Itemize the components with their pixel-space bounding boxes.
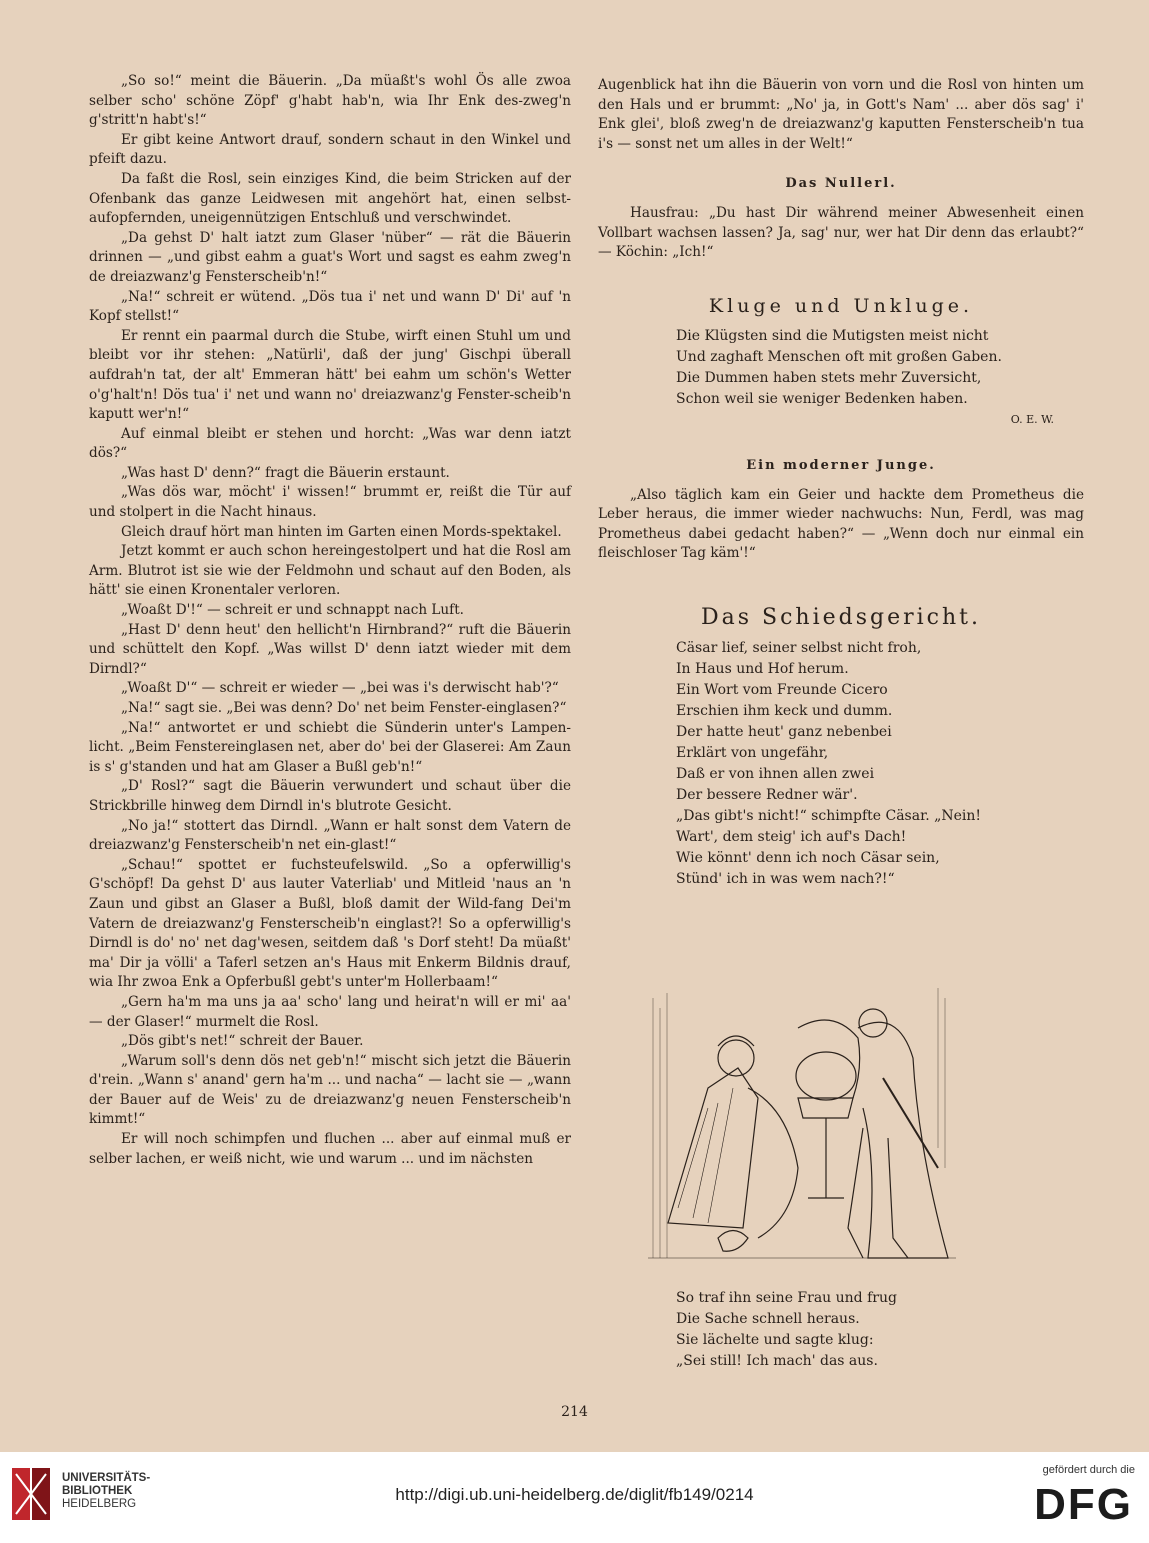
paragraph: „Schau!“ spottet er fuchsteufelswild. „So a opferwillig's G'schöpf! Da gehst D' aus lauter Vaterliab' und Mitleid 'naus an 'n Zaun und gibst an Glaser a Bußl, bloß damit der Wild-fang Dei'm Vatern de dreiazwanz'g Fensterscheib'n einglast?! So a opferwillig's Dirndl is do' no' net dag'wesen, seitdem daß 's Dorf steht! Da müaßt' ma' Dir ja völli' a Taferl setzen an's Haus mit Enkerm Bildnis drauf, wia Ihr zwoa Enk a Opferbußl gebt's unter'm Hollerbaam!“ xyxy=(89,856,571,991)
poem-line: So traf ihn seine Frau und frug xyxy=(676,1290,897,1306)
library-name[interactable]: UNIVERSITÄTS- BIBLIOTHEK HEIDELBERG xyxy=(62,1472,151,1510)
poem-line: Schon weil sie weniger Bedenken haben. xyxy=(676,391,968,408)
poem-line: „Das gibt's nicht!“ schimpfte Cäsar. „Nein! xyxy=(676,807,982,824)
section-title-kluge: Kluge und Unkluge. xyxy=(708,294,974,317)
left-column xyxy=(89,72,571,1169)
poem-line: Erschien ihm keck und dumm. xyxy=(676,702,893,719)
poem-line: Die Klügsten sind die Mutigsten meist nicht xyxy=(676,328,989,345)
nullerl-text: Hausfrau: „Du hast Dir während meiner Abwesenheit einen Vollbart wachsen lassen? Ja, sag' nur, wer hat Dir denn das erlaubt?“ — Köchin: „Ich!“ xyxy=(598,204,1084,261)
section-title-junge: Ein moderner Junge. xyxy=(746,457,936,473)
dfg-logo[interactable]: DFG xyxy=(1034,1480,1133,1529)
paragraph: „Gern ha'm ma uns ja aa' scho' lang und heirat'n will er mi' aa' — der Glaser!“ murmelt die Rosl. xyxy=(89,993,571,1030)
paragraph: „Da gehst D' halt iatzt zum Glaser 'nüber“ — rät die Bäuerin drinnen — „und gibst eahm a guat's Wort und sagst es eahm zweg'n de dreiazwanz'g Fensterscheib'n!“ xyxy=(89,229,571,285)
page-number: 214 xyxy=(561,1404,588,1420)
poem-schiedsgericht-end xyxy=(598,1288,1149,1372)
paragraph: „Hast D' denn heut' den hellicht'n Hirnbrand?“ ruft die Bäuerin und schüttelt den Kopf. „Was willst D' denn iatzt wieder mit dem Dirndl?“ xyxy=(89,621,571,677)
funder-note: gefördert durch die xyxy=(1042,1464,1135,1476)
poem-line: Wie könnt' denn ich noch Cäsar sein, xyxy=(676,849,940,866)
caesar-illustration xyxy=(648,968,956,1268)
junge-text: „Also täglich kam ein Geier und hackte dem Prometheus die Leber heraus, die immer wieder nachwuchs: Nun, Ferdl, was mag Prometheus dabei gedacht haben?“ — „Wenn doch nur einmal ein fleischloser Tag käm'!“ xyxy=(598,486,1084,562)
poem-line: Die Sache schnell heraus. xyxy=(676,1311,860,1327)
footer xyxy=(0,1452,1149,1543)
paragraph: „Na!“ antwortet er und schiebt die Sünderin unter's Lampen-licht. „Beim Fenstereinglasen net, aber do' bei der Glaserei: Am Zaun is s' g'standen und hat am Glaser a Bußl geb'n!“ xyxy=(89,719,571,775)
poem-line: Der bessere Redner wär'. xyxy=(676,786,858,803)
poem-kluge xyxy=(598,326,1084,410)
poem-line: Stünd' ich in was wem nach?!“ xyxy=(676,870,895,887)
paragraph: „Dös gibt's net!“ schreit der Bauer. xyxy=(121,1033,364,1050)
right-column xyxy=(598,76,1084,890)
paragraph: „Woaßt D'!“ — schreit er und schnappt nach Luft. xyxy=(121,602,464,619)
poem-line: Erklärt von ungefähr, xyxy=(676,744,829,761)
poem-schiedsgericht xyxy=(598,638,1084,890)
paragraph: „Warum soll's denn dös net geb'n!“ mischt sich jetzt die Bäuerin d'rein. „Wann s' anand' gern ha'm ... und nacha“ — lacht sie — „wann der Bauer auf de Weis' zu de dreiazwanz'g neuen Fensterscheib'n kimmt!“ xyxy=(89,1052,571,1128)
poem-line: In Haus und Hof herum. xyxy=(676,660,849,677)
paragraph: „No ja!“ stottert das Dirndl. „Wann er halt sonst dem Vatern de dreiazwanz'g Fensterscheib'n net ein-glast!“ xyxy=(89,817,571,854)
poem-line: Sie lächelte und sagte klug: xyxy=(676,1332,874,1348)
poem-line: Cäsar lief, seiner selbst nicht froh, xyxy=(676,639,922,656)
signature: O. E. W. xyxy=(1010,413,1054,427)
poem-line: Der hatte heut' ganz nebenbei xyxy=(676,723,892,740)
paragraph: „Was hast D' denn?“ fragt die Bäuerin erstaunt. xyxy=(121,464,450,481)
poem-line: Wart', dem steig' ich auf's Dach! xyxy=(676,828,907,845)
poem-line: Ein Wort vom Freunde Cicero xyxy=(676,681,888,698)
poem-line: „Sei still! Ich mach' das aus. xyxy=(676,1353,878,1369)
paragraph: Er gibt keine Antwort drauf, sondern schaut in den Winkel und pfeift dazu. xyxy=(89,131,571,168)
poem-line: Und zaghaft Menschen oft mit großen Gaben. xyxy=(676,349,1002,366)
paragraph: „Woaßt D'“ — schreit er wieder — „bei was i's derwischt hab'?“ xyxy=(121,680,559,697)
section-title-schiedsgericht: Das Schiedsgericht. xyxy=(700,604,981,630)
paragraph: Jetzt kommt er auch schon hereingestolpert und hat die Rosl am Arm. Blutrot ist sie wie der Feldmohn und schaut auf den Boden, als hätt' sie einen Kronentaler verloren. xyxy=(89,543,571,599)
section-title-nullerl: Das Nullerl. xyxy=(785,176,897,192)
paragraph: „So so!“ meint die Bäuerin. „Da müaßt's wohl Ös alle zwoa selber scho' schöne Zöpf' g'habt hab'n, wia Ihr Enk des-zweg'n g'stritt'n habt's!“ xyxy=(89,73,571,129)
poem-line: Daß er von ihnen allen zwei xyxy=(676,765,875,782)
paragraph: Er rennt ein paarmal durch die Stube, wirft einen Stuhl um und bleibt vor ihr stehen: „Natürli', daß der jung' Gischpi überall aufdrah'n tat, der alt' Emmeran hätt' bei eahm um schön's Wetter o'g'halt'n! Dös tua' i' net und wann no' dreiazwanz'g Fenster-scheib'n kaputt wer'n!“ xyxy=(89,327,571,423)
paragraph: „Na!“ sagt sie. „Bei was denn? Do' net beim Fenster-einglasen?“ xyxy=(121,700,567,716)
paragraph: Da faßt die Rosl, sein einziges Kind, die beim Stricken auf der Ofenbank das ganze Leidwesen mit angehört hat, einen selbst-aufopfernden, uneigennützigen Entschluß und verschwindet. xyxy=(89,170,571,227)
paragraph: Gleich drauf hört man hinten im Garten einen Mords-spektakel. xyxy=(121,523,562,540)
paragraph: Auf einmal bleibt er stehen und horcht: „Was war denn iatzt dös?“ xyxy=(89,425,571,462)
poem-line: Die Dummen haben stets mehr Zuversicht, xyxy=(676,370,982,387)
story-continuation: Augenblick hat ihn die Bäuerin von vorn und die Rosl von hinten um den Hals und er brummt: „No' ja, in Gott's Nam' ... aber dös sag' i' Enk glei', bloß zweg'n de dreiazwanz'g kaputten Fensterscheib'n tua i's — sonst net um alles in der Welt!“ xyxy=(598,77,1084,152)
paragraph: Er will noch schimpfen und fluchen ... aber auf einmal muß er selber lachen, er weiß nicht, wie und warum ... und im nächsten xyxy=(89,1131,571,1167)
paragraph: „Was dös war, möcht' i' wissen!“ brummt er, reißt die Tür auf und stolpert in die Nacht hinaus. xyxy=(89,484,571,521)
paragraph: „Na!“ schreit er wütend. „Dös tua i' net und wann D' Di' auf 'n Kopf stellst!“ xyxy=(89,288,571,325)
source-url-link[interactable]: http://digi.ub.uni-heidelberg.de/diglit/fb149/0214 xyxy=(395,1485,754,1504)
paragraph: „D' Rosl?“ sagt die Bäuerin verwundert und schaut über die Strickbrille hinweg dem Dirndl in's blutrote Gesicht. xyxy=(89,778,571,814)
